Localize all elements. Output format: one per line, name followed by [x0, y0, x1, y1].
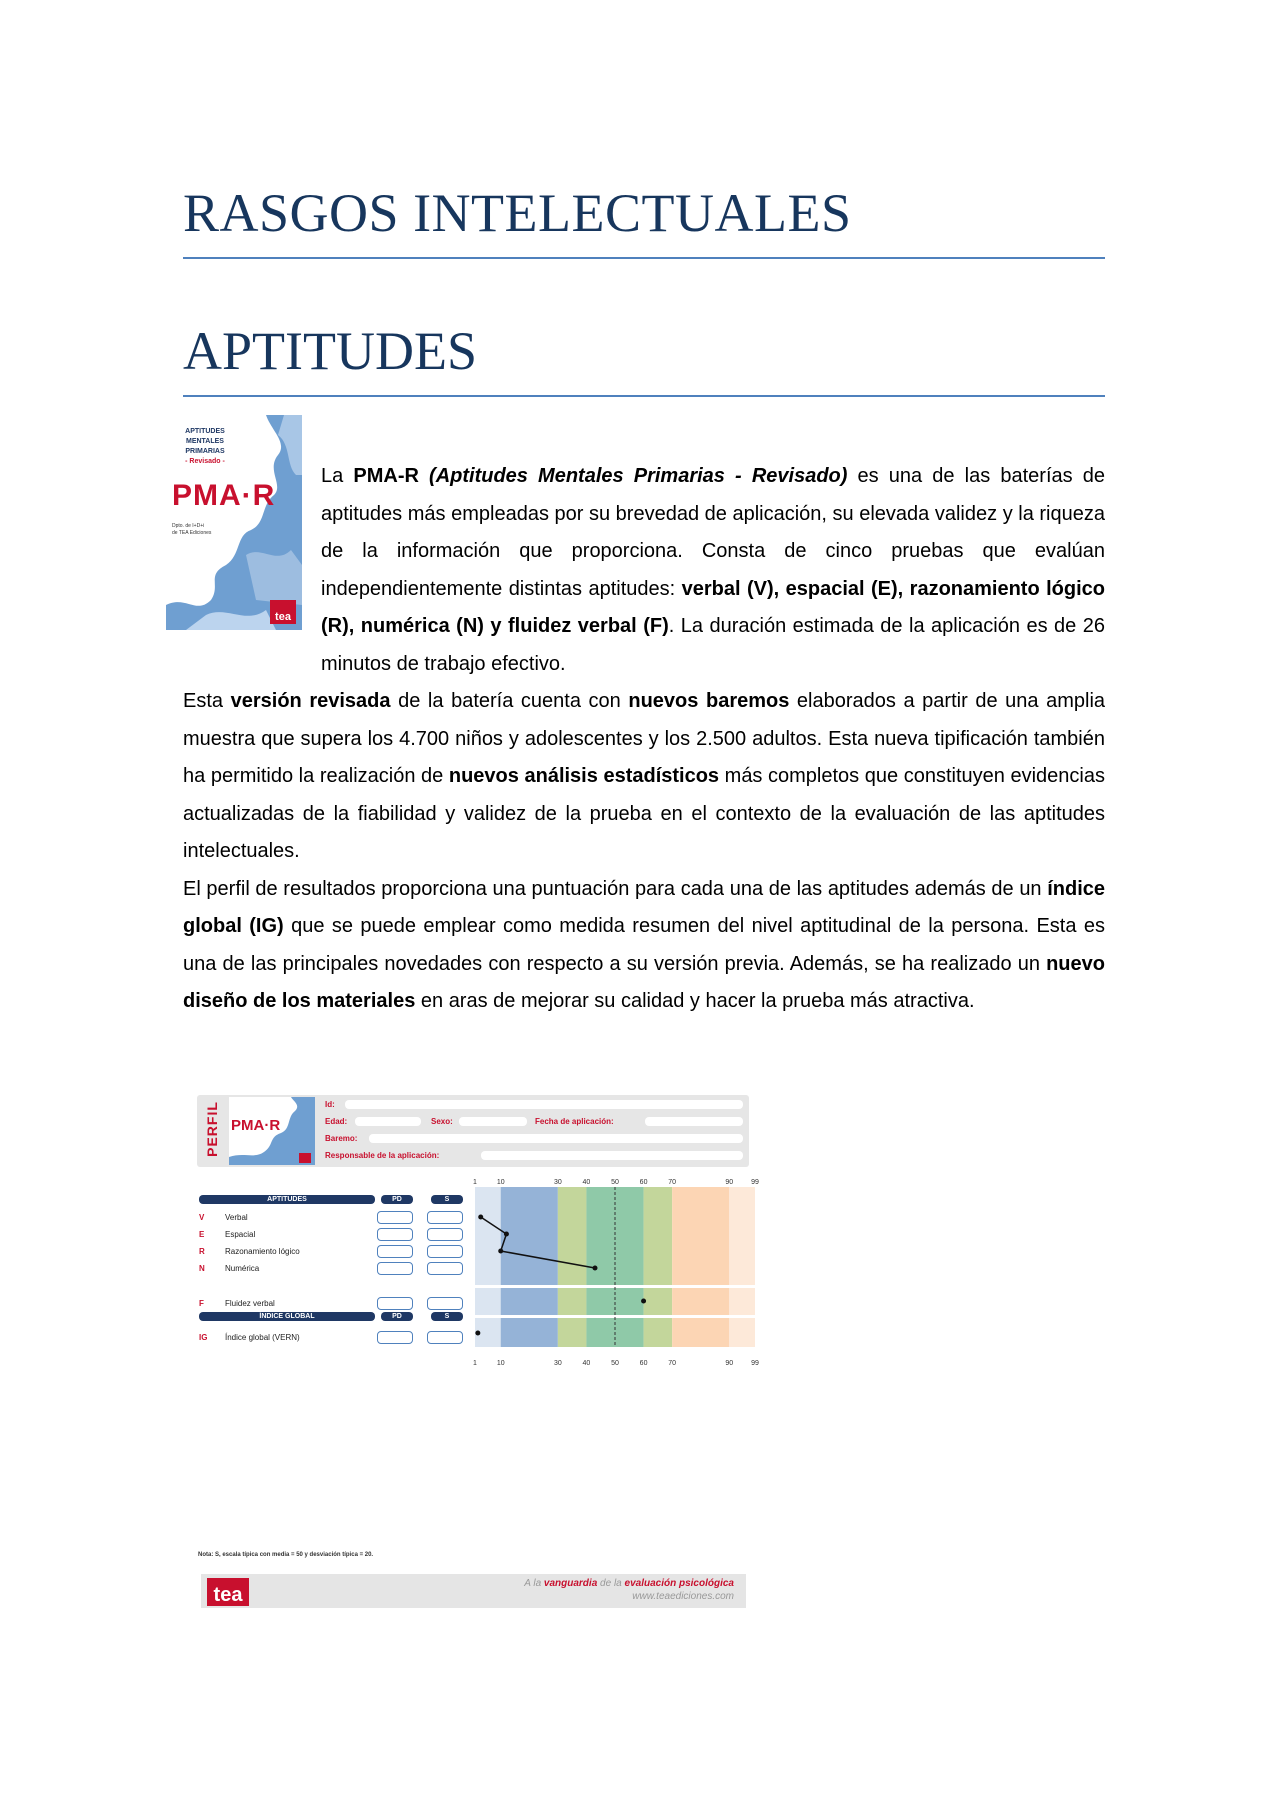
cover-title-line3: PRIMARIAS	[185, 448, 225, 455]
text-run: . La duración estimada de la aplicación es de 26 minutos de trabajo efectivo.	[321, 615, 1105, 675]
slogan-part: vanguardia	[543, 1578, 598, 1589]
text-run: que se puede emplear como medida resumen del nivel aptitudinal de la persona. Esta es una de las principales novedades con respecto a su versión previa. Además, se ha realizado un	[183, 915, 1105, 975]
bold-run: versión revisada	[230, 690, 391, 712]
pd-input[interactable]	[377, 1211, 413, 1224]
s-input[interactable]	[427, 1262, 463, 1275]
row-code: V	[199, 1213, 205, 1222]
field-sexo-label: Sexo:	[431, 1117, 453, 1126]
paragraph-1	[183, 458, 1105, 683]
footer-banner	[201, 1574, 746, 1608]
text-run: elaborados a partir de una amplia muestra que supera los 4.700 niños y adolescentes y los 2.500 adultos. Esta nueva tipificación también ha permitido la realización de	[183, 690, 1106, 787]
row-label: Espacial	[225, 1230, 256, 1239]
chart-tick-label-top: 50	[611, 1179, 619, 1186]
chart-band	[672, 1318, 729, 1347]
mini-cover-image	[229, 1097, 315, 1165]
scale-note: Nota: S, escala típica con media = 50 y desviación típica = 20.	[198, 1552, 374, 1558]
chart-tick-label-bottom: 10	[496, 1360, 505, 1367]
bold-run: verbal (V), espacial (E), razonamiento lógico (R), numérica (N) y fluidez verbal (F)	[321, 577, 1105, 637]
text-run: de la batería cuenta con	[390, 690, 629, 712]
chart-tick-label-top: 99	[751, 1179, 759, 1186]
perfil-label: PERFIL	[204, 1101, 220, 1157]
s-input[interactable]	[427, 1245, 463, 1258]
footer-slogan	[524, 1577, 734, 1603]
pd-input[interactable]	[377, 1228, 413, 1241]
row-label: Fluidez verbal	[225, 1299, 275, 1308]
s-input[interactable]	[427, 1228, 463, 1241]
col-s: S	[431, 1195, 463, 1204]
col-pd: PD	[381, 1195, 413, 1204]
field-responsable-label: Responsable de la aplicación:	[325, 1151, 440, 1160]
chart-point-ig	[475, 1331, 480, 1336]
chart-band	[475, 1288, 501, 1315]
field-edad-input[interactable]	[355, 1117, 421, 1126]
chart-tick-label-bottom: 60	[639, 1360, 648, 1367]
section-heading-aptitudes: APTITUDES	[183, 321, 477, 381]
perfil-tab	[201, 1099, 223, 1163]
field-id-label: Id:	[325, 1100, 335, 1109]
bold-run: nuevos análisis estadísticos	[448, 765, 720, 787]
s-input[interactable]	[427, 1211, 463, 1224]
chart-band	[558, 1288, 587, 1315]
chart-tick-label-top: 1	[473, 1179, 477, 1186]
pd-input[interactable]	[377, 1262, 413, 1275]
slogan-part: evaluación psicológica	[624, 1578, 734, 1589]
row-label: Índice global (VERN)	[225, 1333, 300, 1342]
chart-tick-label-bottom: 50	[611, 1360, 619, 1367]
chart-tick-label-top: 90	[725, 1179, 734, 1186]
field-baremo-label: Baremo:	[325, 1134, 358, 1143]
col-aptitudes: APTITUDES	[199, 1195, 375, 1204]
row-code: F	[199, 1299, 204, 1308]
text-run: en aras de mejorar su calidad y hacer la prueba más atractiva.	[415, 990, 975, 1012]
s-input[interactable]	[427, 1297, 463, 1310]
chart-point	[593, 1266, 598, 1271]
cover-small-line1: Dpto. de I+D+i	[172, 523, 205, 529]
slogan-part: A la	[524, 1578, 544, 1589]
bold-run: nuevo diseño de los materiales	[183, 952, 1105, 1012]
field-responsable-input[interactable]	[481, 1151, 743, 1160]
text-run: El perfil de resultados proporciona una puntuación para cada una de las aptitudes además de un	[183, 877, 1048, 900]
chart-tick-label-bottom: 99	[751, 1360, 759, 1367]
chart-band	[644, 1288, 673, 1315]
row-code: N	[199, 1264, 205, 1273]
chart-tick-label-top: 30	[553, 1179, 562, 1186]
col-s-ig: S	[431, 1312, 463, 1321]
chart-tick-label-top: 10	[496, 1179, 505, 1186]
section-heading-rasgos: RASGOS INTELECTUALES	[183, 183, 852, 243]
chart-band	[501, 1187, 558, 1285]
chart-point	[478, 1215, 483, 1220]
chart-band	[729, 1288, 755, 1315]
cover-tea-logo: tea	[275, 611, 291, 623]
cover-brand: PMA·R	[172, 479, 276, 512]
field-baremo-input[interactable]	[369, 1134, 743, 1143]
chart-tick-label-bottom: 90	[725, 1360, 734, 1367]
chart-band	[501, 1318, 558, 1347]
field-fecha-label: Fecha de aplicación:	[535, 1117, 614, 1126]
col-indice-global: ÍNDICE GLOBAL	[199, 1312, 375, 1321]
chart-band	[672, 1187, 729, 1285]
profile-sheet-image	[195, 1095, 759, 1367]
chart-band	[558, 1187, 587, 1285]
text-run: es una de las baterías de aptitudes más empleadas por su brevedad de aplicación, su elevada validez y la riqueza de la información que proporciona. Consta de cinco pruebas que evalúan independientemente distintas aptitudes:	[321, 465, 1106, 600]
bold-run: PMA-R	[353, 465, 419, 487]
footer-url: www.teaediciones.com	[632, 1591, 734, 1602]
chart-band	[501, 1288, 558, 1315]
paragraph-3	[183, 871, 1105, 1021]
chart-band	[729, 1318, 755, 1347]
bold-run: nuevos baremos	[628, 690, 790, 712]
chart-band	[672, 1288, 729, 1315]
heading-rule	[183, 257, 1105, 259]
chart-point	[498, 1249, 503, 1254]
paragraph-2	[183, 683, 1105, 871]
chart-band	[644, 1187, 673, 1285]
cover-small-line2: de TEA Ediciones	[172, 530, 212, 536]
row-code: IG	[199, 1333, 208, 1342]
profile-chart	[473, 1175, 759, 1367]
chart-band	[475, 1187, 501, 1285]
row-label: Numérica	[225, 1264, 260, 1273]
pd-input[interactable]	[377, 1297, 413, 1310]
chart-band	[558, 1318, 587, 1347]
field-sexo-input[interactable]	[459, 1117, 527, 1126]
chart-tick-label-top: 70	[668, 1179, 677, 1186]
slogan-part: de la	[597, 1578, 625, 1589]
pd-input[interactable]	[377, 1245, 413, 1258]
text-run: Esta	[183, 690, 231, 712]
chart-tick-label-bottom: 40	[582, 1360, 591, 1367]
row-label: Verbal	[225, 1213, 248, 1222]
body-text	[183, 458, 1105, 1021]
chart-tick-label-top: 40	[582, 1179, 591, 1186]
field-id-input[interactable]	[345, 1100, 743, 1109]
chart-band	[644, 1318, 673, 1347]
field-fecha-input[interactable]	[645, 1117, 743, 1126]
text-run: La	[321, 465, 354, 487]
profile-header	[197, 1095, 749, 1167]
tea-logo: tea	[207, 1578, 249, 1606]
bold-run: índice global (IG)	[183, 877, 1105, 937]
chart-tick-label-bottom: 70	[668, 1360, 677, 1367]
chart-tick-label-bottom: 30	[553, 1360, 562, 1367]
row-label: Razonamiento lógico	[225, 1247, 300, 1256]
mini-cover-brand: PMA·R	[231, 1117, 281, 1134]
col-pd-ig: PD	[381, 1312, 413, 1321]
row-code: E	[199, 1230, 205, 1239]
italic-run: (Aptitudes Mentales Primarias - Revisado)	[418, 465, 848, 487]
chart-band	[729, 1187, 755, 1285]
cover-title-line1: APTITUDES	[185, 428, 225, 435]
chart-point	[504, 1232, 509, 1237]
s-input[interactable]	[427, 1331, 463, 1344]
text-run: más completos que constituyen evidencias actualizadas de la fiabilidad y validez de la prueba en el contexto de la evaluación de las aptitudes intelectuales.	[183, 765, 1105, 862]
pd-input[interactable]	[377, 1331, 413, 1344]
cover-title-line4: - Revisado -	[185, 458, 225, 465]
heading-rule	[183, 395, 1105, 397]
chart-point-fluidez	[641, 1299, 646, 1304]
field-edad-label: Edad:	[325, 1117, 348, 1126]
chart-tick-label-top: 60	[639, 1179, 648, 1186]
row-code: R	[199, 1247, 205, 1256]
chart-tick-label-bottom: 1	[473, 1360, 477, 1367]
cover-title-line2: MENTALES	[186, 438, 224, 445]
